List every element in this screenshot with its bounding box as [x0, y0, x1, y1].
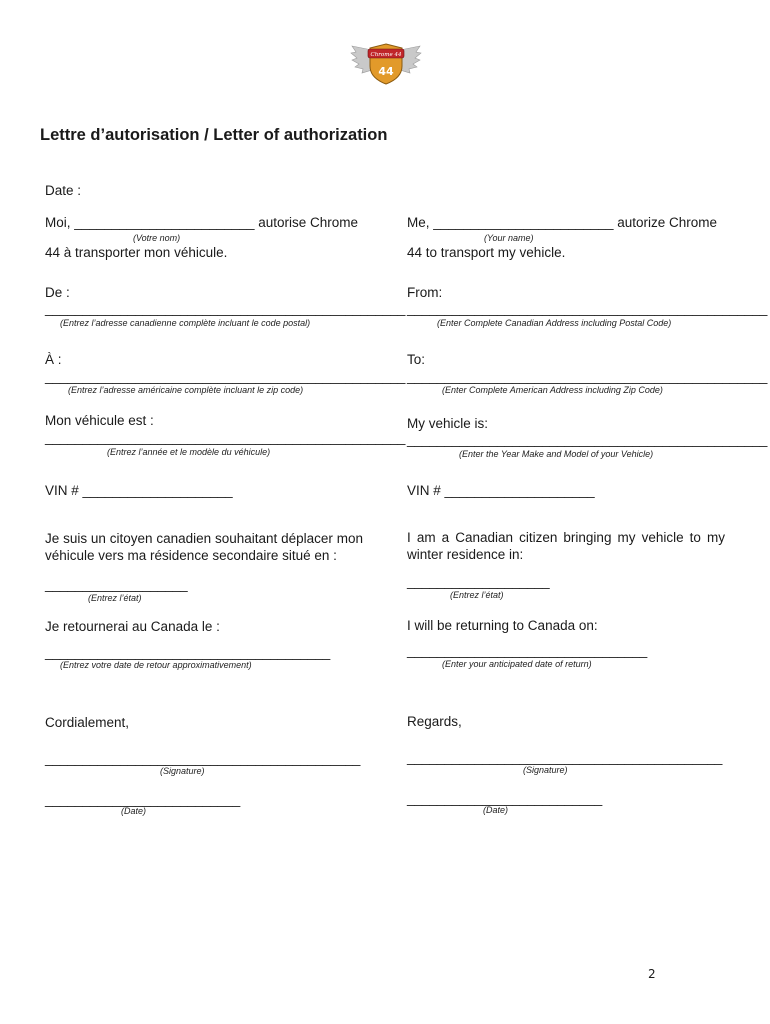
en-state-note: (Entrez l’état)	[450, 590, 504, 600]
en-from-label: From:	[407, 285, 443, 300]
en-state-field[interactable]: ___________________	[407, 574, 550, 589]
fr-closing: Cordialement,	[45, 715, 130, 730]
fr-date-field[interactable]: __________________________	[45, 792, 241, 807]
en-citizen-text: I am a Canadian citizen bringing my vehicle to my winter residence in:	[407, 530, 725, 562]
en-return-field[interactable]: ________________________________	[407, 643, 648, 658]
fr-de-note: (Entrez l’adresse canadienne complète incluant le code postal)	[60, 318, 311, 328]
en-to-field[interactable]: ________________________________________________	[407, 369, 768, 384]
fr-a-label: À :	[45, 352, 62, 367]
en-vehicle-note: (Enter the Year Make and Model of your Vehicle)	[459, 449, 654, 459]
en-from-field[interactable]: ________________________________________________	[407, 301, 768, 316]
fr-signature-field[interactable]: __________________________________________	[45, 751, 361, 766]
fr-signature-note: (Signature)	[160, 766, 205, 776]
en-signature-field[interactable]: __________________________________________	[407, 750, 723, 765]
fr-retour-label: Je retournerai au Canada le :	[45, 619, 220, 634]
fr-a-note: (Entrez l’adresse américaine complète incluant le zip code)	[68, 385, 304, 395]
logo-text: Chrome 44	[370, 52, 402, 58]
fr-de-field[interactable]: ________________________________________________	[45, 301, 406, 316]
fr-de-label: De :	[45, 285, 70, 300]
fr-vehicule-note: (Entrez l’année et le modèle du véhicule)	[107, 447, 271, 457]
en-your-name-note: (Your name)	[484, 233, 534, 243]
en-to-note: (Enter Complete American Address including Zip Code)	[442, 385, 663, 395]
fr-moi-line: Moi, ________________________ autorise Chrome	[45, 215, 358, 230]
en-me-line: Me, ________________________ autorize Chrome	[407, 215, 717, 230]
date-label: Date :	[45, 183, 82, 198]
winged-shield-logo-icon	[350, 40, 422, 86]
en-transport-text: 44 to transport my vehicle.	[407, 245, 566, 260]
page-number: 2	[648, 967, 656, 981]
en-vehicle-label: My vehicle is:	[407, 416, 489, 431]
page-title: Lettre d’autorisation / Letter of authorization	[40, 126, 388, 144]
fr-retour-note: (Entrez votre date de retour approximativement)	[60, 660, 252, 670]
en-closing: Regards,	[407, 714, 462, 729]
fr-citizen-text: Je suis un citoyen canadien souhaitant déplacer mon véhicule vers ma résidence secondaire situé en :	[45, 531, 363, 563]
fr-votre-nom-note: (Votre nom)	[133, 233, 181, 243]
en-to-label: To:	[407, 352, 426, 367]
fr-a-field[interactable]: ________________________________________________	[45, 369, 406, 384]
en-return-note: (Enter your anticipated date of return)	[442, 659, 592, 669]
en-vin-field[interactable]: VIN # ____________________	[407, 483, 595, 498]
svg-text:44: 44	[378, 65, 394, 78]
en-date-note: (Date)	[483, 805, 509, 815]
en-from-note: (Enter Complete Canadian Address including Postal Code)	[437, 318, 672, 328]
fr-vin-field[interactable]: VIN # ____________________	[45, 483, 233, 498]
en-date-field[interactable]: __________________________	[407, 791, 603, 806]
fr-vehicule-label: Mon véhicule est :	[45, 413, 154, 428]
fr-retour-field[interactable]: ______________________________________	[45, 645, 331, 660]
fr-date-note: (Date)	[121, 806, 147, 816]
en-return-label: I will be returning to Canada on:	[407, 618, 598, 633]
fr-transport-text: 44 à transporter mon véhicule.	[45, 245, 228, 260]
en-signature-note: (Signature)	[523, 765, 568, 775]
fr-etat-field[interactable]: ___________________	[45, 577, 188, 592]
fr-etat-note: (Entrez l’état)	[88, 593, 142, 603]
fr-vehicule-field[interactable]: ________________________________________________	[45, 430, 406, 445]
en-vehicle-field[interactable]: ________________________________________________	[407, 432, 768, 447]
